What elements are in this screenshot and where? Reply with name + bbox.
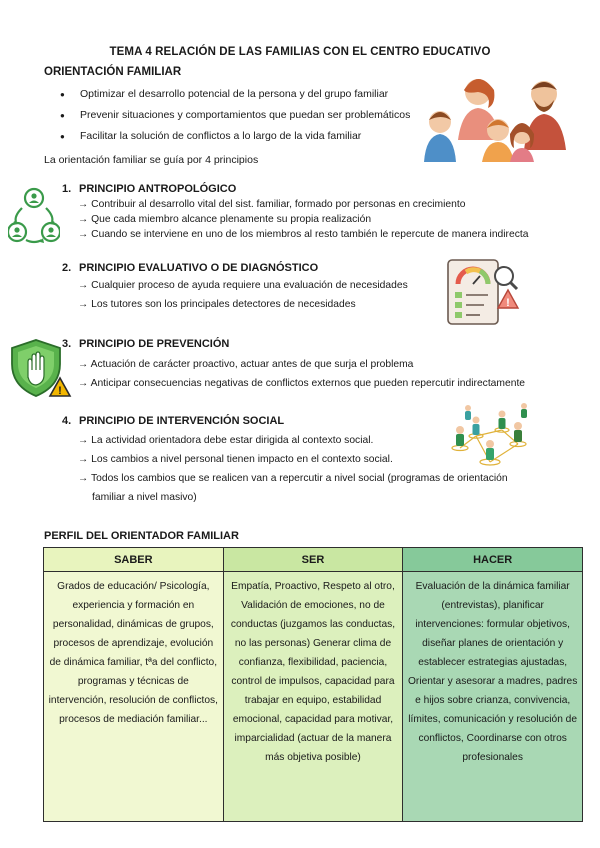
orientacion-bullet-list [58,84,438,147]
list-item: → Actuación de carácter proactivo, actuar antes de que surja el problema [78,359,414,370]
list-item: → Cualquier proceso de ayuda requiere una evaluación de necesidades [78,280,408,291]
social-network-people-icon [446,400,532,474]
principle-heading [62,181,582,197]
column-header-ser: SER [223,548,403,572]
list-item: → Cuando se interviene en uno de los miembros al resto también le repercute de manera indirecta [78,229,529,240]
list-item: → Los tutores son los principales detectores de necesidades [78,299,356,310]
column-header-saber: SABER [44,548,224,572]
list-item: → Los cambios a nivel personal tienen impacto en el contexto social. [78,454,393,465]
principle-title: PRINCIPIO DE PREVENCIÓN [79,338,230,350]
cycle-people-icon [8,186,60,248]
svg-text:!: ! [58,385,62,397]
cell-ser: Empatía, Proactivo, Respeto al otro, Validación de emociones, no de conductas (juzgamos las conductas, no las personas) Generar clima de confianza, flexibilidad, paciencia, control de impulsos, capacidad para trabajar en equipo, estabilidad emocional, capacidad para motivar, imparcialidad (actuar de la manera más objetiva posible) [223,572,403,822]
page-title: TEMA 4 RELACIÓN DE LAS FAMILIAS CON EL CENTRO EDUCATIVO [109,46,491,58]
principle-number: 2. [62,262,72,274]
principle-title: PRINCIPIO DE INTERVENCIÓN SOCIAL [79,415,285,427]
table-header-row [44,548,583,572]
profile-table [43,547,583,822]
principle-number: 1. [62,183,72,195]
evaluation-clipboard-icon [444,256,520,328]
principle-number: 4. [62,415,72,427]
svg-text:!: ! [506,297,510,309]
table-row [44,572,583,822]
principle-title: PRINCIPIO EVALUATIVO O DE DIAGNÓSTICO [79,262,319,274]
principle-1 [62,181,582,242]
principles-intro: La orientación familiar se guía por 4 principios [44,154,259,166]
principle-item-list [78,197,582,242]
list-item: ● Optimizar el desarrollo potencial de la persona y del grupo familiar [58,84,438,105]
list-item: ● Prevenir situaciones y comportamientos que puedan ser problemáticos [58,105,438,126]
cell-saber: Grados de educación/ Psicología, experiencia y formación en personalidad, dinámicas de grupos, procesos de aprendizaje, evolución de dinámica familiar, tªa del conflicto, programas y técnicas de intervención, resolución de conflictos, procesos de mediación familiar... [44,572,224,822]
list-item: familiar a nivel masivo) [92,492,197,503]
principle-heading [62,336,582,352]
list-item: → Anticipar consecuencias negativas de conflictos externos que pueden repercutir indirectamente [78,378,526,389]
section-heading-orientacion: ORIENTACIÓN FAMILIAR [44,66,182,78]
section-heading-perfil: PERFIL DEL ORIENTADOR FAMILIAR [44,530,239,542]
list-item: ● Facilitar la solución de conflictos a lo largo de la vida familiar [58,126,438,147]
list-item: → Que cada miembro alcance plenamente su propia realización [78,214,372,225]
list-item: → Todos los cambios que se realicen van a repercutir a nivel social (programas de orientación [78,473,508,484]
principle-number: 3. [62,338,72,350]
list-item: → Contribuir al desarrollo vital del sist. familiar, formado por personas en crecimiento [78,199,466,210]
principle-title: PRINCIPIO ANTROPOLÓGICO [79,183,237,195]
cell-hacer: Evaluación de la dinámica familiar (entrevistas), planificar intervenciones: formular objetivos, diseñar planes de orientación y establecer estrategias ajustadas, Orientar y asesorar a madres, padres e hijos sobre crianza, convivencia, límites, comunicación y resolución de conflictos, Coordinarse con otros profesionales [403,572,583,822]
principle-item-list [78,355,582,393]
list-item: → La actividad orientadora debe estar dirigida al contexto social. [78,435,374,446]
principle-3 [62,336,582,393]
column-header-hacer: HACER [403,548,583,572]
family-illustration [424,70,572,162]
